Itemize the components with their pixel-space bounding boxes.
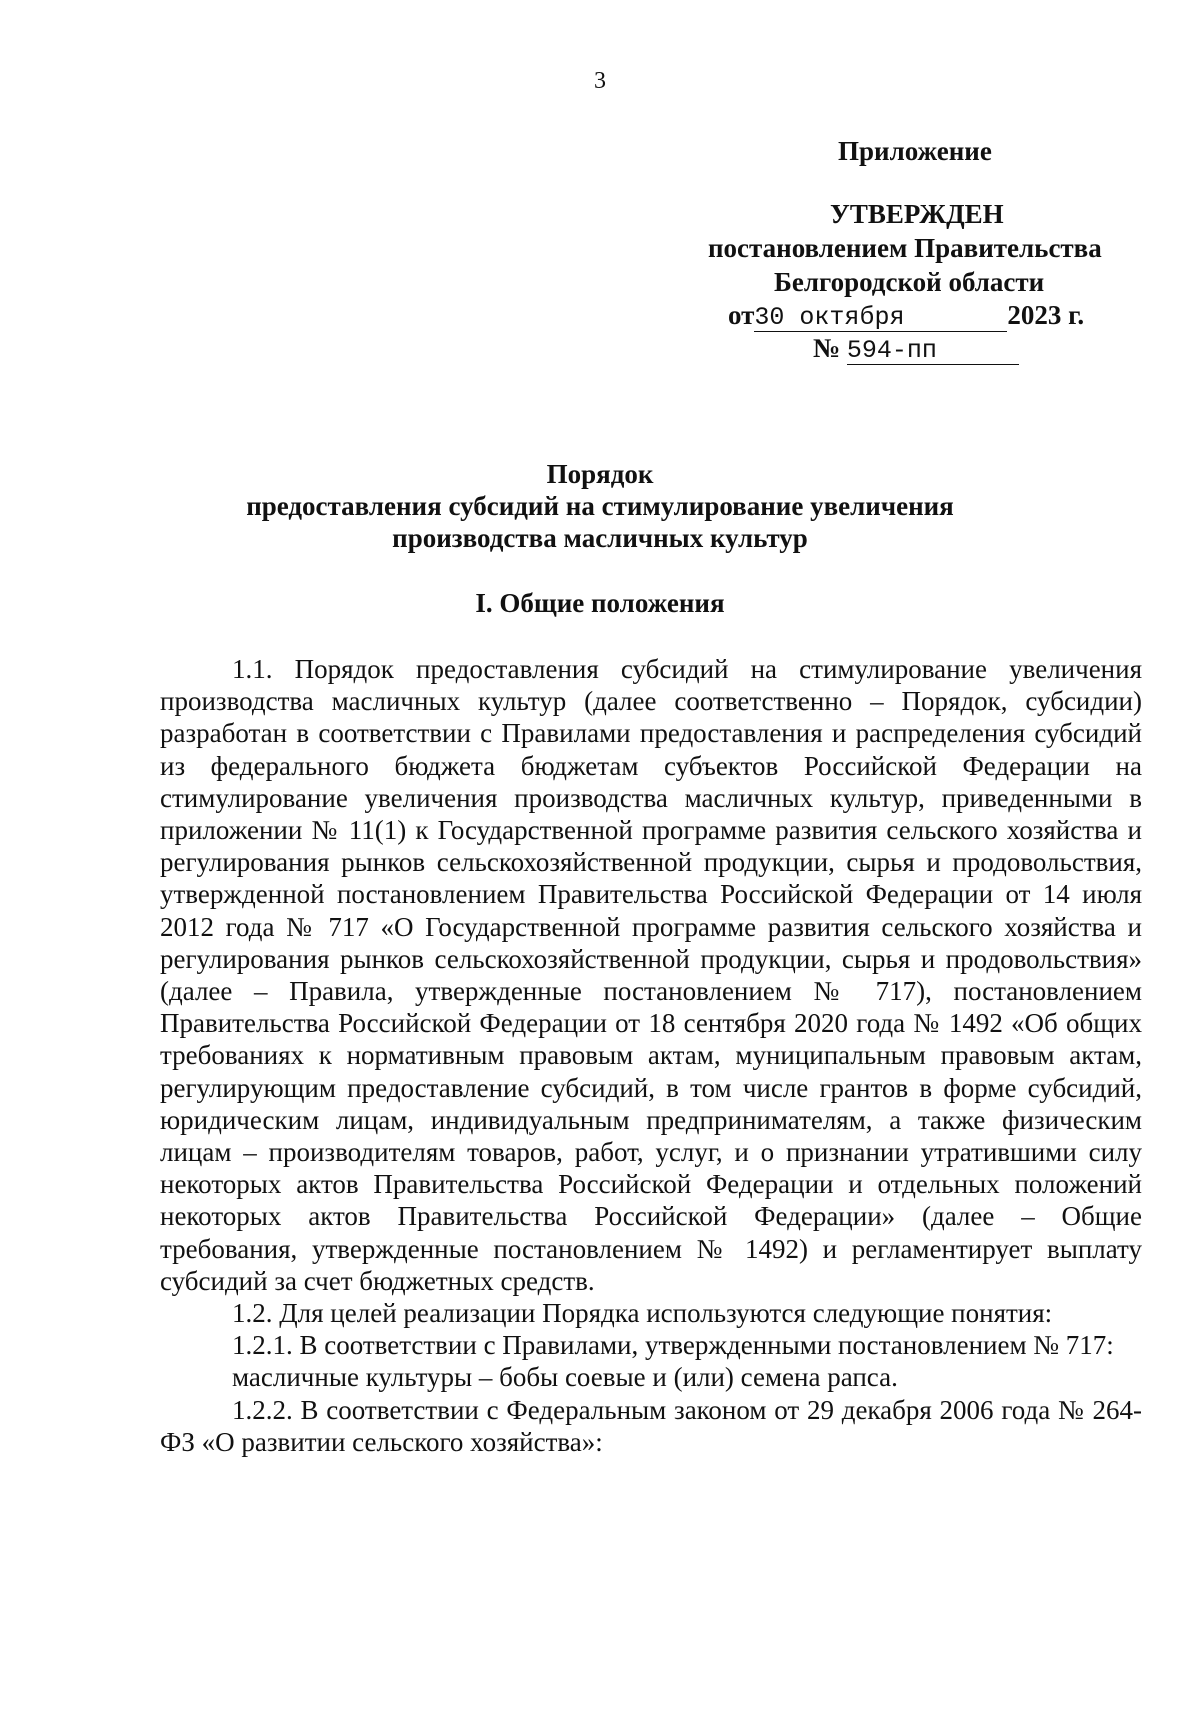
section-heading: I. Общие положения (475, 588, 725, 618)
approved-label: УТВЕРЖДЕН (830, 199, 1004, 229)
date-value: 30 октября (754, 305, 1007, 332)
paragraph-1-2: 1.2. Для целей реализации Порядка используются следующие понятия: (232, 1298, 1053, 1329)
decree-line: постановлением Правительства (708, 233, 1102, 263)
number-prefix: № (813, 333, 841, 363)
title-line-1: Порядок (546, 459, 654, 489)
title-line-2: предоставления субсидий на стимулирование увеличения (246, 491, 954, 521)
number-value: 594-пп (847, 338, 1019, 365)
paragraph-1-1: 1.1. Порядок предоставления субсидий на стимулирование увеличения производства масличных культур (далее соответственно – Порядок, субсидии) разработан в соответствии с Правилами предоставления и распределения субсидий из федерального бюджета бюджетам субъектов Российской Федерации на стимулирование увеличения производства масличных культур, приведенными в приложении № 11(1) к Государственной программе развития сельского хозяйства и регулирования рынков сельскохозяйственной продукции, сырья и продовольствия, утвержденной постановлением Правительства Российской Федерации от 14 июля 2012 года № 717 «О Государственной программе развития сельского хозяйства и регулирования рынков сельскохозяйственной продукции, сырья и продовольствия» (далее – Правила, утвержденные постановлением № 717), постановлением Правительства Российской Федерации от 18 сентября 2020 года № 1492 «Об общих требованиях к нормативным правовым актам, муниципальным правовым актам, регулирующим предоставление субсидий, в том числе грантов в форме субсидий, юридическим лицам, индивидуальным предпринимателям, а также физическим лицам – производителям товаров, работ, услуг, и о признании утратившими силу некоторых актов Правительства Российской Федерации и отдельных положений некоторых актов Правительства Российской Федерации» (далее – Общие требования, утвержденные постановлением № 1492) и регламентирует выплату субсидий за счет бюджетных средств. (160, 654, 1142, 1296)
date-suffix: 2023 г. (1007, 300, 1085, 330)
approval-date-line (728, 300, 1084, 332)
appendix-label: Приложение (838, 136, 992, 166)
paragraph-1-2-1: 1.2.1. В соответствии с Правилами, утвержденными постановлением № 717: (232, 1330, 1114, 1361)
document-body (160, 653, 1142, 1458)
paragraph-1-2-2: 1.2.2. В соответствии с Федеральным законом от 29 декабря 2006 года № 264-ФЗ «О развитии сельского хозяйства»: (160, 1394, 1142, 1457)
paragraph-definition: масличные культуры – бобы соевые и (или) семена рапса. (232, 1362, 898, 1393)
document-title (0, 458, 1200, 554)
region-line: Белгородской области (774, 267, 1045, 297)
page-number: 3 (594, 68, 606, 94)
date-prefix: от (728, 300, 755, 330)
title-line-3: производства масличных культур (392, 523, 808, 553)
approval-stamp-block (0, 128, 1200, 368)
approval-number-line (813, 333, 1019, 365)
